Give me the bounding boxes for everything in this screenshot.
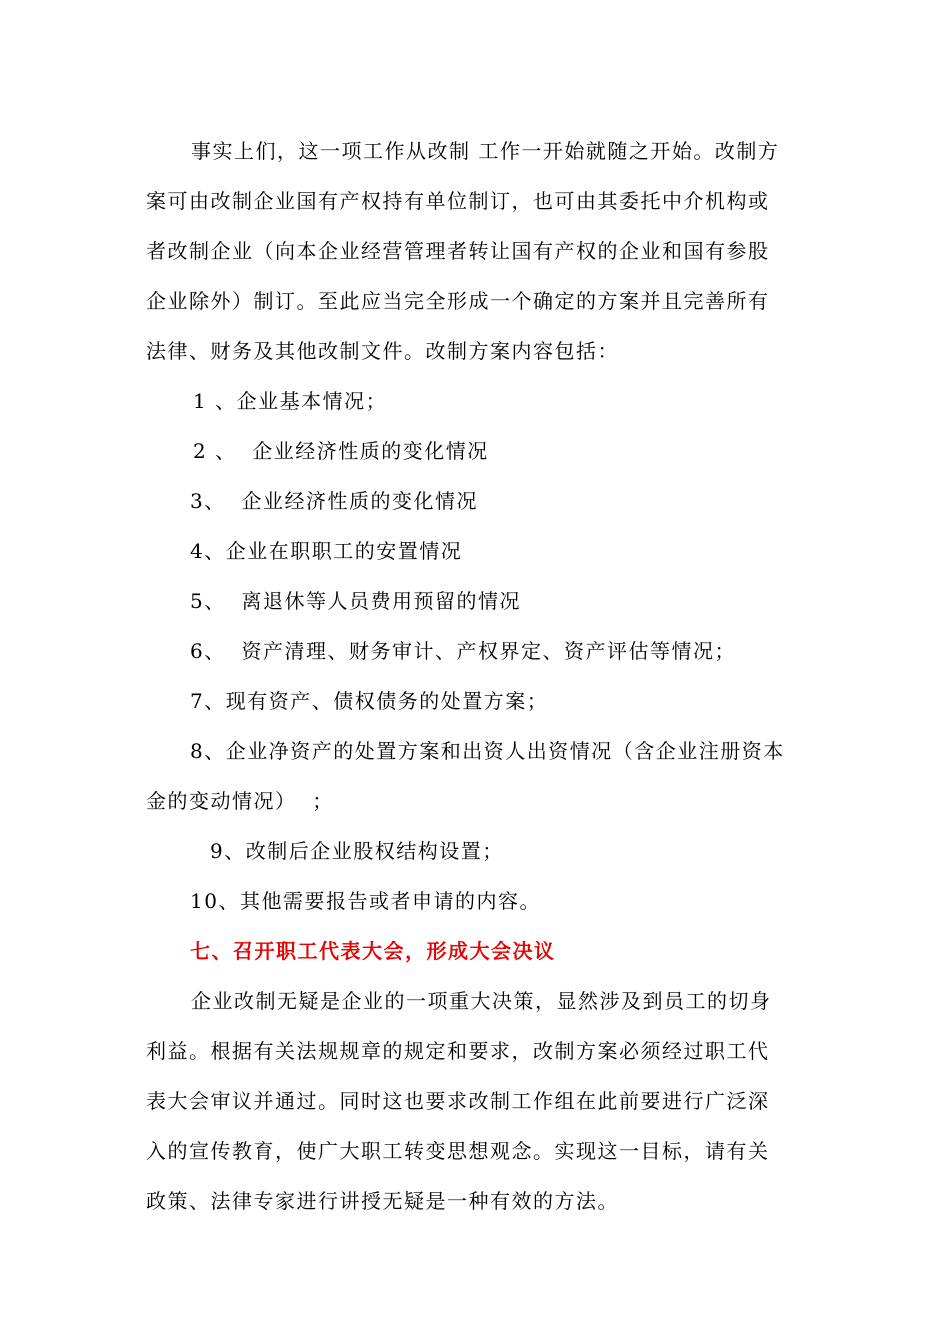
list-item: 2 、 企业经济性质的变化情况 [193,439,489,463]
list-item: 5、 离退休等人员费用预留的情况 [190,589,521,613]
paragraph-line: 者改制企业（向本企业经营管理者转让国有产权的企业和国有参股 [146,239,770,263]
paragraph-line: 法律、财务及其他改制文件。改制方案内容包括： [146,339,619,363]
paragraph-line: 企业改制无疑是企业的一项重大决策，显然涉及到员工的切身 [191,989,772,1013]
paragraph-line: 事实上们，这一项工作从改制 工作一开始就随之开始。改制方 [191,139,780,163]
list-item: 7、现有资产、债权债务的处置方案； [190,689,549,713]
list-item: 6、 资产清理、财务审计、产权界定、资产评估等情况； [190,639,736,663]
list-item: 1 、企业基本情况； [193,389,388,413]
section-heading: 七、召开职工代表大会，形成大会决议 [190,939,556,963]
paragraph-line: 企业除外）制订。至此应当完全形成一个确定的方案并且完善所有 [146,289,770,313]
list-item: 4、企业在职职工的安置情况 [190,539,463,563]
list-item: 9、改制后企业股权结构设置； [210,839,504,863]
list-item: 金的变动情况） ； [146,789,334,813]
list-item: 8、企业净资产的处置方案和出资人出资情况（含企业注册资本 [190,739,785,763]
paragraph-line: 案可由改制企业国有产权持有单位制订，也可由其委托中介机构或 [146,189,770,213]
paragraph-line: 政策、法律专家进行讲授无疑是一种有效的方法。 [146,1189,619,1213]
paragraph-line: 利益。根据有关法规规章的规定和要求，改制方案必须经过职工代 [146,1039,770,1063]
paragraph-line: 表大会审议并通过。同时这也要求改制工作组在此前要进行广泛深 [146,1089,770,1113]
list-item: 3、 企业经济性质的变化情况 [190,489,478,513]
list-item: 10、其他需要报告或者申请的内容。 [190,889,541,913]
paragraph-line: 入的宣传教育，使广大职工转变思想观念。实现这一目标，请有关 [146,1139,770,1163]
